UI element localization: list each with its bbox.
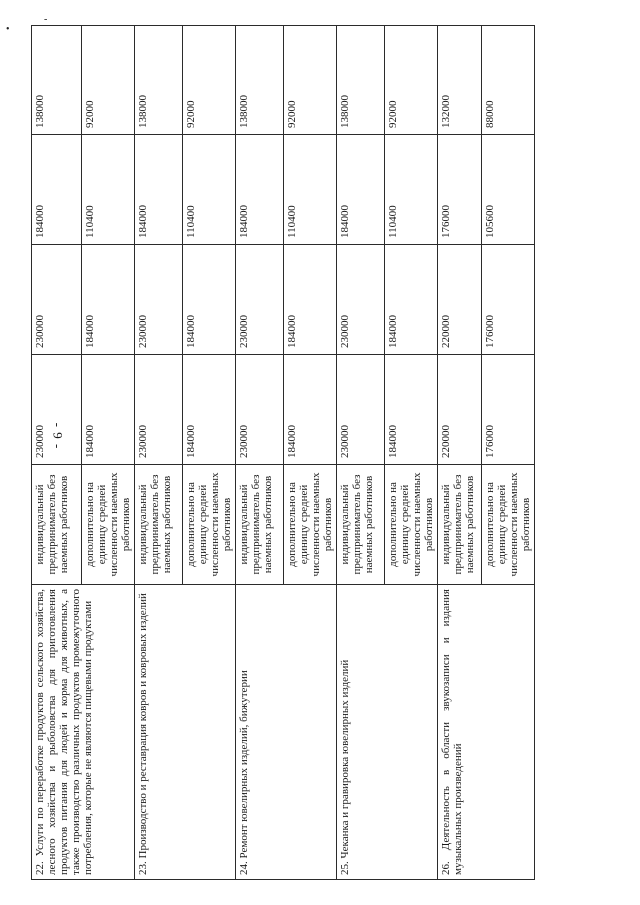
amount-cell: 110400: [82, 135, 135, 245]
amount-cell: 184000: [183, 355, 236, 465]
amount-cell: 110400: [183, 135, 236, 245]
amount-cell: 92000: [284, 26, 337, 135]
amount-cell: 176000: [482, 245, 535, 355]
table-row: [438, 26, 482, 880]
table-row: [135, 26, 183, 880]
amount-cell: 184000: [183, 245, 236, 355]
amount-cell: 184000: [82, 355, 135, 465]
payer-category-cell: дополнительно на единицу средней численности наемных работников: [183, 465, 236, 585]
table-row: [236, 26, 284, 880]
amount-cell: 176000: [482, 355, 535, 465]
rotated-table-sheet: [31, 26, 532, 880]
payer-category-cell: дополнительно на единицу средней численности наемных работников: [385, 465, 438, 585]
amount-cell: 132000: [438, 26, 482, 135]
table-row: [337, 26, 385, 880]
amount-cell: 184000: [284, 355, 337, 465]
amount-cell: 105600: [482, 135, 535, 245]
amount-cell: 138000: [236, 26, 284, 135]
service-name-cell: 24. Ремонт ювелирных изделий, бижутерии: [236, 585, 337, 880]
service-name-cell: 23. Производство и реставрация ковров и ковровых изделий: [135, 585, 236, 880]
payer-category-cell: индивидуальный предприниматель без наемных работников: [438, 465, 482, 585]
amount-cell: 220000: [438, 355, 482, 465]
amount-cell: 220000: [438, 245, 482, 355]
payer-category-cell: дополнительно на единицу средней численности наемных работников: [482, 465, 535, 585]
amount-cell: 92000: [183, 26, 236, 135]
amount-cell: 184000: [337, 135, 385, 245]
amount-cell: 184000: [236, 135, 284, 245]
amount-cell: 176000: [438, 135, 482, 245]
service-name-cell: 25. Чеканка и гравировка ювелирных изделий: [337, 585, 438, 880]
page-number: - 9 -: [50, 422, 66, 450]
amount-cell: 92000: [82, 26, 135, 135]
amount-cell: 92000: [385, 26, 438, 135]
payer-category-cell: индивидуальный предприниматель без наемных работников: [32, 465, 82, 585]
amount-cell: 230000: [236, 245, 284, 355]
payer-category-cell: дополнительно на единицу средней численности наемных работников: [284, 465, 337, 585]
amount-cell: 184000: [284, 245, 337, 355]
amount-cell: 184000: [385, 355, 438, 465]
amount-cell: 184000: [385, 245, 438, 355]
amount-cell: 230000: [337, 355, 385, 465]
amount-cell: 184000: [82, 245, 135, 355]
amount-cell: 138000: [337, 26, 385, 135]
tariff-table: [31, 25, 535, 880]
table-row: [32, 26, 82, 880]
payer-category-cell: индивидуальный предприниматель без наемных работников: [337, 465, 385, 585]
scan-mark: -: [44, 14, 48, 25]
amount-cell: 230000: [337, 245, 385, 355]
amount-cell: 110400: [284, 135, 337, 245]
amount-cell: 138000: [32, 26, 82, 135]
amount-cell: 230000: [32, 355, 82, 465]
amount-cell: 184000: [135, 135, 183, 245]
table-body: [32, 26, 535, 880]
amount-cell: 230000: [135, 355, 183, 465]
scan-mark: •: [6, 24, 10, 35]
payer-category-cell: дополнительно на единицу средней численности наемных работников: [82, 465, 135, 585]
amount-cell: 88000: [482, 26, 535, 135]
service-name-cell: 22. Услуги по переработке продуктов сельского хозяйства, лесного хозяйства и рыболовства для приготовления продуктов питания для людей и корма для животных, а также производство различных продуктов промежуточного потребления, которые не являются пищевыми продуктами: [32, 585, 135, 880]
payer-category-cell: индивидуальный предприниматель без наемных работников: [135, 465, 183, 585]
payer-category-cell: индивидуальный предприниматель без наемных работников: [236, 465, 284, 585]
amount-cell: 230000: [135, 245, 183, 355]
amount-cell: 230000: [32, 245, 82, 355]
service-name-cell: 26. Деятельность в области звукозаписи и издания музыкальных произведений: [438, 585, 535, 880]
amount-cell: 110400: [385, 135, 438, 245]
amount-cell: 230000: [236, 355, 284, 465]
amount-cell: 138000: [135, 26, 183, 135]
amount-cell: 184000: [32, 135, 82, 245]
